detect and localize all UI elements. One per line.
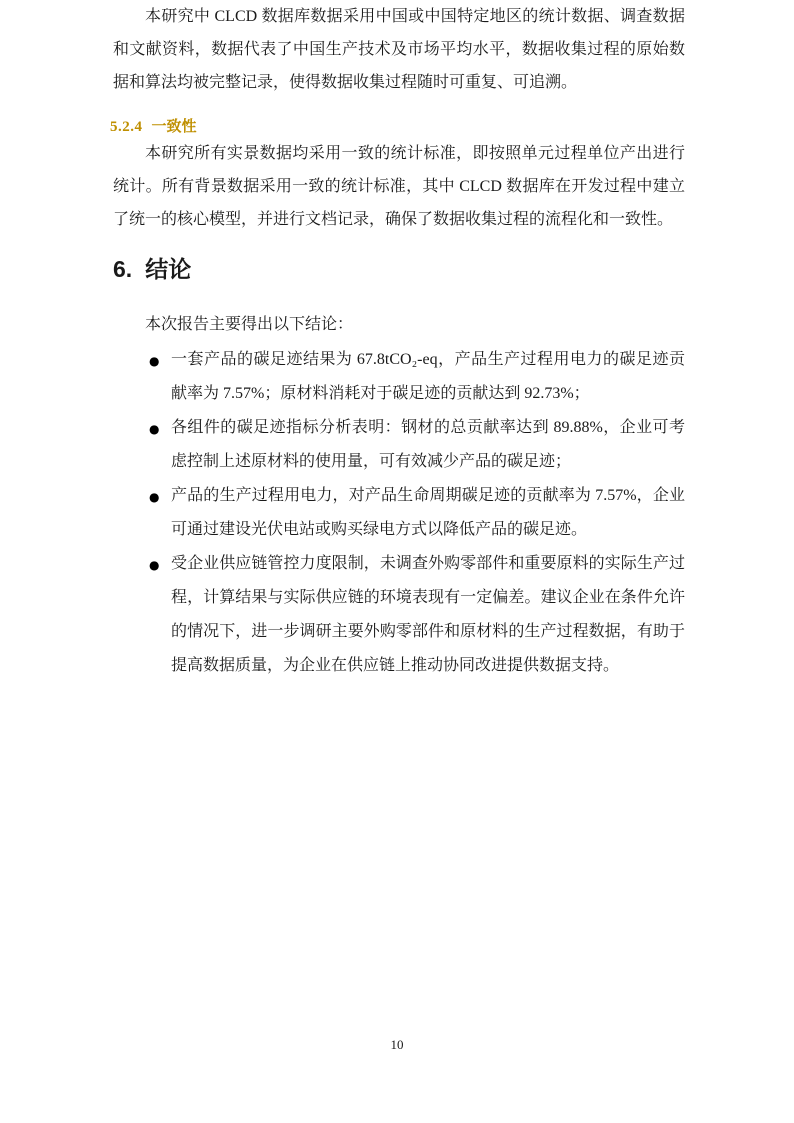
page-number: 10 — [390, 1037, 404, 1052]
list-item — [113, 547, 685, 683]
bullet-icon: ● — [149, 422, 160, 436]
section-heading-5-2-4 — [110, 117, 685, 137]
section-number: 5.2.4 — [110, 119, 143, 135]
bullet-icon: ● — [149, 354, 160, 368]
paragraph-data-sources: 本研究中 CLCD 数据库数据采用中国或中国特定地区的统计数据、调查数据和文献资料，数据代表了中国生产技术及市场平均水平，数据收集过程的原始数据和算法均被完整记录，使得数据收集过程随时可重复、可追溯。 — [113, 8, 685, 91]
list-item — [113, 343, 685, 411]
section-title: 一致性 — [151, 119, 197, 135]
section-heading-6 — [113, 254, 685, 284]
page-content — [110, 0, 685, 683]
paragraph-consistency: 本研究所有实景数据均采用一致的统计标准，即按照单元过程单位产出进行统计。所有背景数据采用一致的统计标准，其中 CLCD 数据库在开发过程中建立了统一的核心模型，并进行文档记录，确保了数据收集过程的流程化和一致性。 — [113, 145, 685, 228]
conclusion-intro: 本次报告主要得出以下结论： — [145, 316, 354, 333]
list-item-text: 一套产品的碳足迹结果为 67.8tCO₂-eq，产品生产过程用电力的碳足迹贡献率为 7.57%；原材料消耗对于碳足迹的贡献达到 92.73%； — [171, 351, 685, 402]
list-item — [113, 479, 685, 547]
list-item-text: 产品的生产过程用电力，对产品生命周期碳足迹的贡献率为 7.57%，企业可通过建设光伏电站或购买绿电方式以降低产品的碳足迹。 — [171, 487, 685, 538]
list-item-text: 受企业供应链管控力度限制，未调查外购零部件和重要原料的实际生产过程，计算结果与实际供应链的环境表现有一定偏差。建议企业在条件允许的情况下，进一步调研主要外购零部件和原材料的生产过程数据，有助于提高数据质量，为企业在供应链上推动协同改进提供数据支持。 — [171, 555, 685, 674]
section-number: 6. — [113, 256, 133, 282]
list-item-text: 各组件的碳足迹指标分析表明：钢材的总贡献率达到 89.88%，企业可考虑控制上述原材料的使用量，可有效减少产品的碳足迹； — [171, 419, 685, 470]
section-title: 结论 — [145, 256, 192, 282]
conclusion-list — [113, 343, 685, 683]
bullet-icon: ● — [149, 558, 160, 572]
list-item — [113, 411, 685, 479]
bullet-icon: ● — [149, 490, 160, 504]
